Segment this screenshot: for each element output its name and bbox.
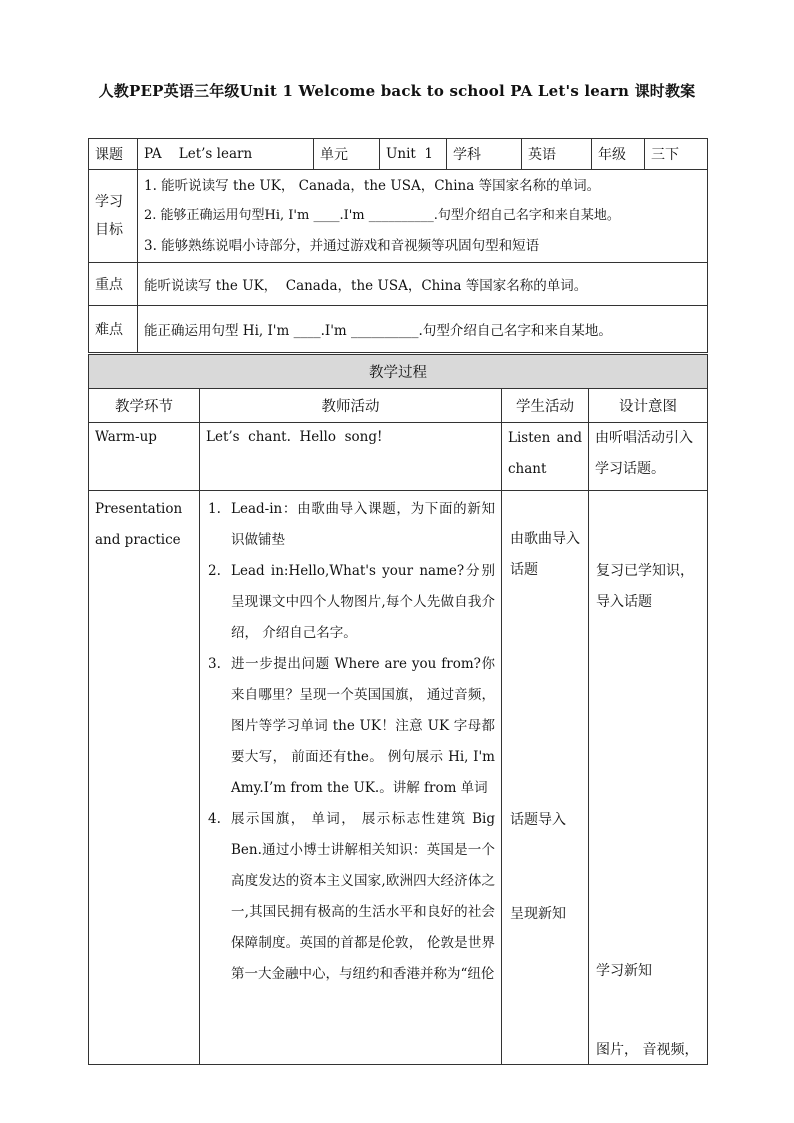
goals-label: 学习目标	[89, 170, 138, 263]
header-intent: 设计意图	[589, 389, 708, 423]
unit-label: 单元	[314, 139, 380, 170]
grade-label: 年级	[592, 139, 645, 170]
difficult-label: 难点	[89, 306, 138, 353]
step-number: 3.	[208, 656, 221, 672]
goal-item: 2. 能够正确运用句型Hi, I'm ____.I'm __________.句型介绍自己名字和来自某地。	[144, 208, 620, 223]
step-text: 进一步提出问题 Where are you from?你来自哪里？呈现一个英国国旗， 通过音频， 图片等学习单词 the UK！注意 UK 字母都要大写， 前面还有the。 例句展示 Hi, I'm Amy.I’m from the UK.。讲解 from 单词	[231, 656, 495, 796]
intent-presentation	[589, 491, 708, 1065]
list-item	[206, 649, 495, 804]
stage-warmup: Warm-up	[89, 423, 200, 491]
topic-label: 课题	[89, 139, 138, 170]
list-item	[206, 556, 495, 649]
header-teacher: 教师活动	[200, 389, 502, 423]
grade-value: 三下	[645, 139, 708, 170]
goals-cell	[138, 170, 708, 263]
table-row	[89, 491, 708, 1065]
student-presentation	[502, 491, 589, 1065]
lesson-info-table	[88, 138, 708, 353]
goal-item: 3. 能够熟练说唱小诗部分，并通过游戏和音视频等巩固句型和短语	[144, 238, 540, 254]
intent-warmup: 由听唱活动引入学习话题。	[589, 423, 708, 491]
header-stage: 教学环节	[89, 389, 200, 423]
intent-note: 图片， 音视频，	[596, 1042, 699, 1058]
section-title: 教学过程	[89, 355, 708, 389]
document-title: 人教PEP英语三年级Unit 1 Welcome back to school PA Let's learn 课时教案	[98, 82, 696, 100]
step-number: 2.	[208, 563, 221, 579]
student-warmup: Listen and chant	[502, 423, 589, 491]
teaching-process-table	[88, 354, 708, 1065]
step-number: 1.	[208, 501, 221, 517]
student-note: 话题导入	[510, 812, 566, 828]
topic-value: PA Let’s learn	[138, 139, 314, 170]
key-value: 能听说读写 the UK， Canada，the USA，China 等国家名称的单词。	[138, 263, 708, 306]
table-row	[89, 423, 708, 491]
step-text: Lead in:Hello,What's your name?分别呈现课文中四个人物图片,每个人先做自我介绍， 介绍自己名字。	[231, 563, 495, 641]
intent-note: 学习新知	[596, 963, 652, 979]
student-note: 呈现新知	[510, 906, 566, 922]
difficult-value: 能正确运用句型 Hi, I'm ____.I'm __________.句型介绍自己名字和来自某地。	[138, 306, 708, 353]
intent-note: 复习已学知识，导入话题	[596, 563, 694, 610]
list-item	[206, 494, 495, 556]
header-student: 学生活动	[502, 389, 589, 423]
goal-item: 1. 能听说读写 the UK， Canada，the USA，China 等国家名称的单词。	[144, 178, 601, 194]
stage-presentation: Presentation and practice	[89, 491, 200, 1065]
teacher-presentation	[200, 491, 502, 1065]
unit-value: Unit 1	[380, 139, 447, 170]
list-item	[206, 804, 495, 990]
step-text: Lead-in：由歌曲导入课题，为下面的新知识做铺垫	[231, 501, 495, 548]
teacher-warmup: Let’s chant. Hello song!	[200, 423, 502, 491]
step-number: 4.	[208, 811, 221, 827]
subject-value: 英语	[522, 139, 592, 170]
subject-label: 学科	[447, 139, 522, 170]
step-text: 展示国旗， 单词， 展示标志性建筑 Big Ben.通过小博士讲解相关知识：英国是一个高度发达的资本主义国家,欧洲四大经济体之一,其国民拥有极高的生活水平和良好的社会保障制度。英国的首都是伦敦， 伦敦是世界第一大金融中心，与纽约和香港并称为“纽伦	[231, 811, 495, 982]
student-note: 由歌曲导入话题	[510, 531, 580, 578]
key-label: 重点	[89, 263, 138, 306]
